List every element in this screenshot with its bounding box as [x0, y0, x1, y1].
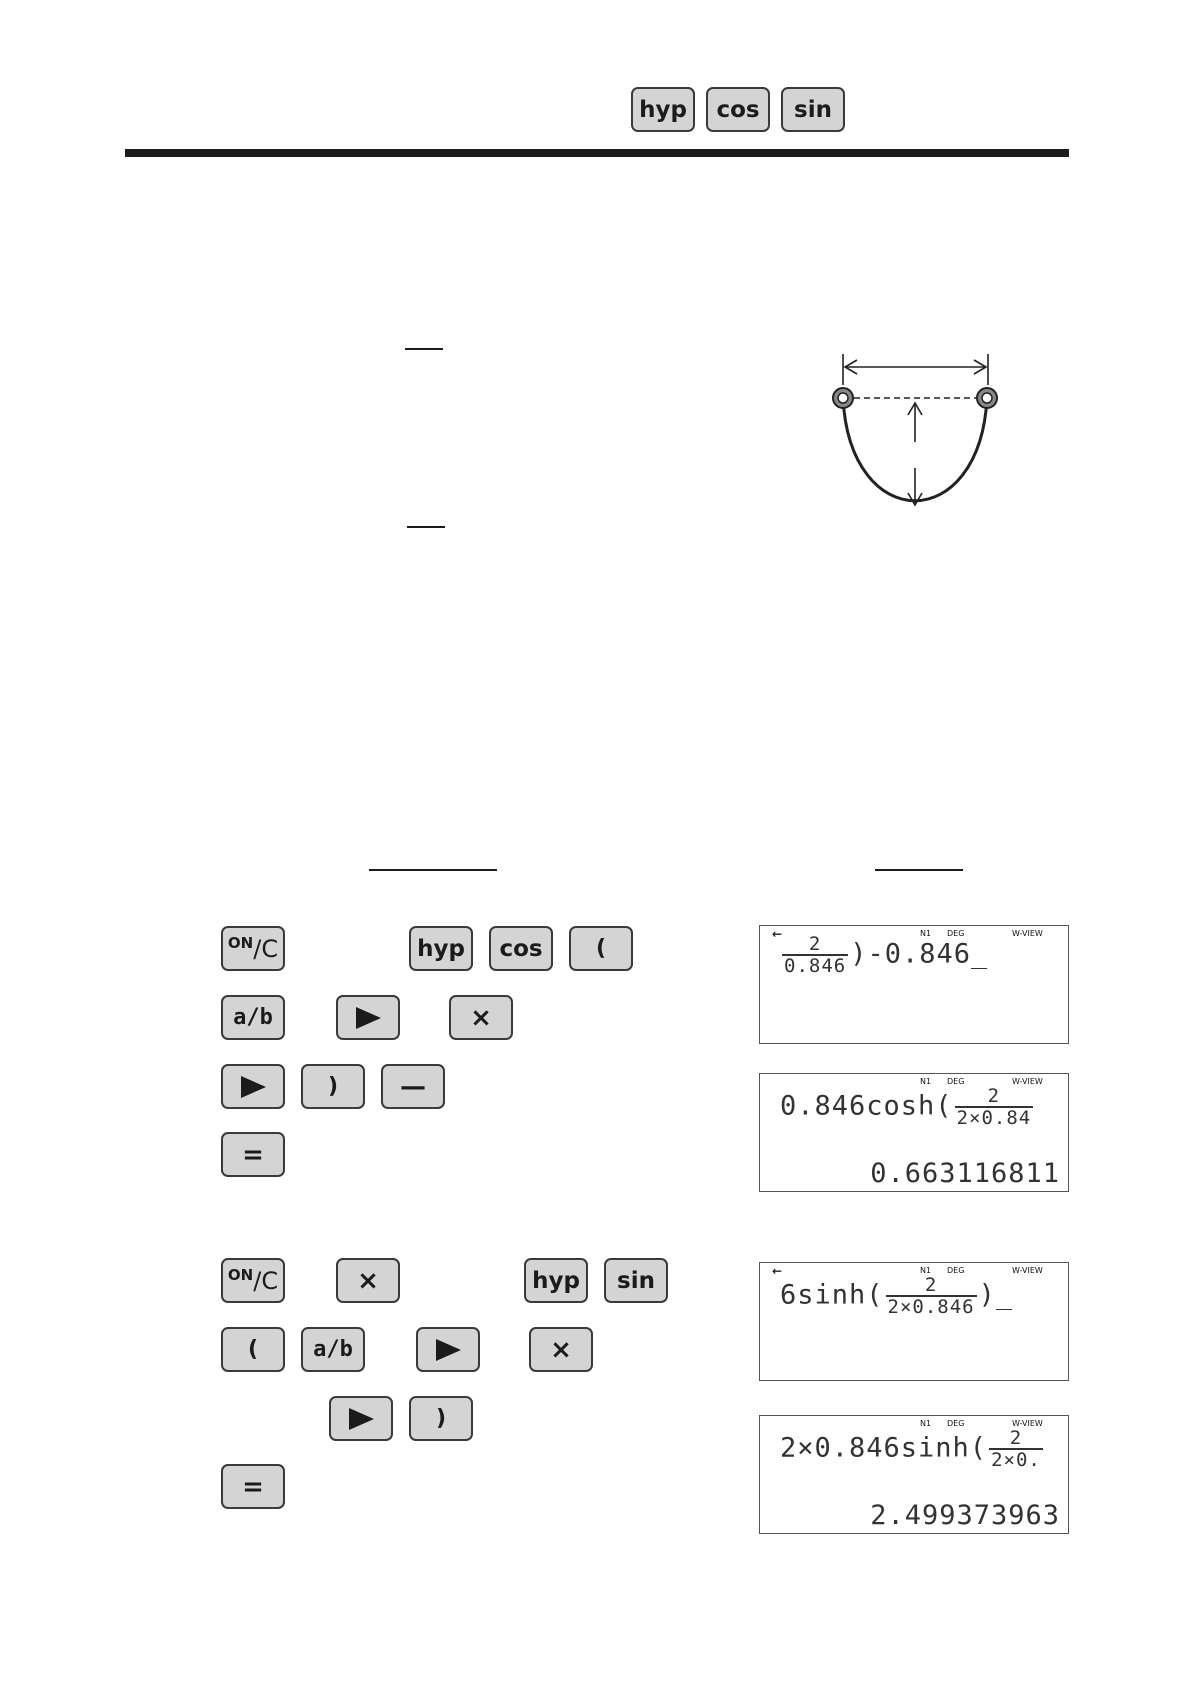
- close-paren-key-1: ): [301, 1064, 365, 1109]
- catenary-diagram: [820, 345, 1010, 515]
- fraction-key-2: a/b: [301, 1327, 365, 1372]
- display-column-underline: [875, 869, 963, 871]
- on-clear-key-2: ON / C: [221, 1258, 285, 1303]
- right-arrow-key-4: [329, 1396, 393, 1441]
- wview-indicator: W-VIEW: [1012, 1266, 1043, 1275]
- fraction-bar-1: [405, 348, 443, 350]
- fraction-key-1: a/b: [221, 995, 285, 1040]
- left-arrow-icon: ←: [772, 1264, 783, 1278]
- right-triangle-icon: [353, 1005, 383, 1031]
- hyp-key-header: hyp: [631, 87, 695, 132]
- result-value: 2.499373963: [870, 1500, 1060, 1531]
- right-support-ring-icon: [977, 388, 997, 408]
- input-expression: 0.846cosh( $\frac{2}{2\times 0.84}$: [780, 1085, 1032, 1129]
- multiply-key-1: ×: [449, 995, 513, 1040]
- multiply-key-2: ×: [336, 1258, 400, 1303]
- right-triangle-icon: [433, 1337, 463, 1363]
- lcd-screen-3: [759, 1262, 1069, 1381]
- fraction-bar-2: [407, 526, 445, 528]
- lcd-screen-2: [759, 1073, 1069, 1192]
- hyp-key-1: hyp: [409, 926, 473, 971]
- sin-key-header: sin: [781, 87, 845, 132]
- sag-dimension-arrow: [908, 403, 922, 505]
- input-expression: $\frac{2}{0.846}$ )-0.846_: [784, 933, 989, 977]
- result-value: 0.663116811: [870, 1158, 1060, 1189]
- right-arrow-key-1: [336, 995, 400, 1040]
- span-dimension-arrow: [843, 354, 988, 385]
- deg-indicator: DEG: [947, 1266, 965, 1275]
- right-arrow-key-3: [416, 1327, 480, 1372]
- wview-indicator: W-VIEW: [1012, 1419, 1043, 1428]
- left-support-ring-icon: [833, 388, 853, 408]
- right-triangle-icon: [238, 1074, 268, 1100]
- n1-indicator: N1: [920, 1077, 932, 1086]
- header-rule: [125, 149, 1069, 157]
- n1-indicator: N1: [920, 929, 932, 938]
- lcd-screen-1: [759, 925, 1069, 1044]
- lcd-screen-4: [759, 1415, 1069, 1534]
- equals-key-2: =: [221, 1464, 285, 1509]
- n1-indicator: N1: [920, 1266, 932, 1275]
- cos-key-1: cos: [489, 926, 553, 971]
- on-clear-key-1: ON / C: [221, 926, 285, 971]
- deg-indicator: DEG: [947, 929, 965, 938]
- left-arrow-icon: ←: [772, 927, 783, 941]
- hyp-key-2: hyp: [524, 1258, 588, 1303]
- right-triangle-icon: [346, 1406, 376, 1432]
- wview-indicator: W-VIEW: [1012, 929, 1043, 938]
- input-expression: 2×0.846sinh( $\frac{2}{2\times 0.}$: [780, 1427, 1041, 1471]
- operation-column-underline: [369, 869, 497, 871]
- multiply-key-3: ×: [529, 1327, 593, 1372]
- sin-key-2: sin: [604, 1258, 668, 1303]
- cos-key-header: cos: [706, 87, 770, 132]
- right-arrow-key-2: [221, 1064, 285, 1109]
- open-paren-key-1: (: [569, 926, 633, 971]
- n1-indicator: N1: [920, 1419, 932, 1428]
- close-paren-key-2: ): [409, 1396, 473, 1441]
- wview-indicator: W-VIEW: [1012, 1077, 1043, 1086]
- equals-key-1: =: [221, 1132, 285, 1177]
- deg-indicator: DEG: [947, 1077, 965, 1086]
- minus-key-1: —: [381, 1064, 445, 1109]
- open-paren-key-2: (: [221, 1327, 285, 1372]
- input-expression: 6sinh( $\frac{2}{2\times 0.846}$ )_: [780, 1274, 1014, 1318]
- deg-indicator: DEG: [947, 1419, 965, 1428]
